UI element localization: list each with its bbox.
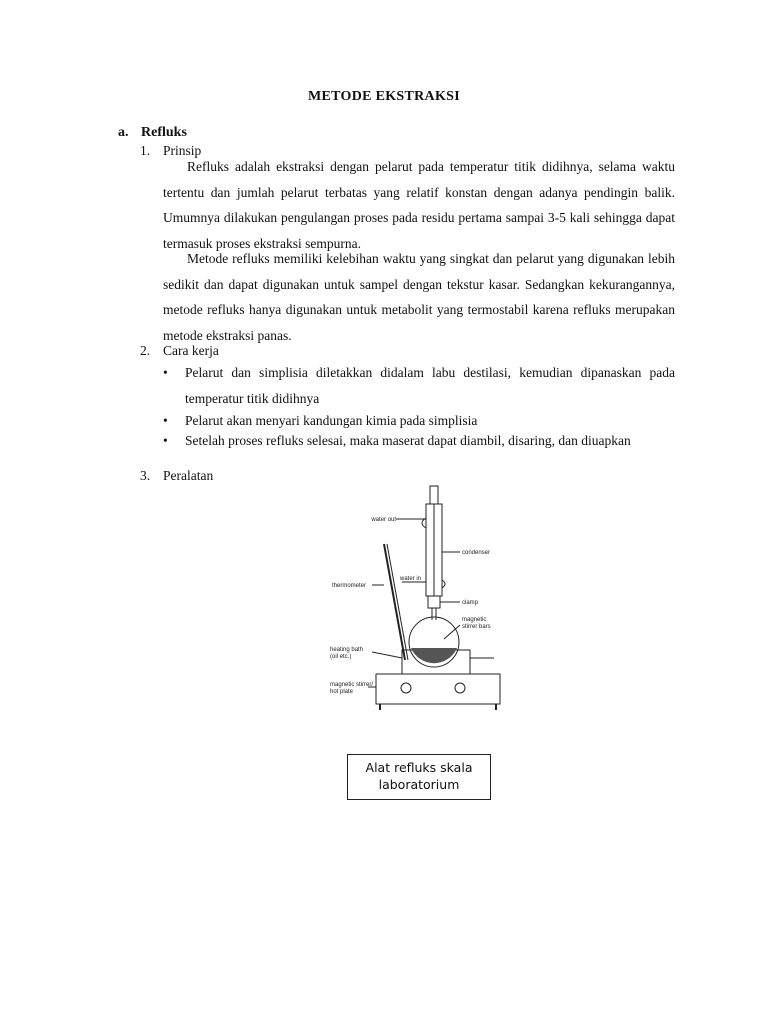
label-stirrer-bars-2: stirrer bars <box>462 624 491 630</box>
item-label-prinsip: Prinsip <box>163 143 202 158</box>
list-item <box>163 428 675 454</box>
caption-line-2: laboratorium <box>378 777 460 792</box>
label-stirrer-bars-1: magnetic <box>462 617 487 623</box>
item-number-peralatan: 3. <box>140 468 151 483</box>
bullet-icon: • <box>163 413 168 428</box>
bullet-icon: • <box>163 365 168 380</box>
label-clamp: clamp <box>462 600 479 606</box>
label-heating-bath-1: heating bath <box>330 647 364 653</box>
list-item-text: Pelarut dan simplisia diletakkan didalam labu destilasi, kemudian dipanaskan pada temperatur titik didihnya <box>185 365 675 406</box>
label-water-in: water in <box>400 576 422 582</box>
list-item-text: Setelah proses refluks selesai, maka maserat dapat diambil, disaring, dan diuapkan <box>185 433 631 448</box>
label-thermometer: thermometer <box>332 583 367 589</box>
label-water-out: water out <box>371 517 396 523</box>
list-item-text: Pelarut akan menyari kandungan kimia pada simplisia <box>185 413 478 428</box>
item-number-cara-kerja: 2. <box>140 343 151 358</box>
item-label-cara-kerja: Cara kerja <box>163 343 219 358</box>
prinsip-paragraph-1: Refluks adalah ekstraksi dengan pelarut pada temperatur titik didihnya, selama waktu tertentu dan jumlah pelarut terbatas yang relatif konstan dengan adanya pendingin balik. Umumnya dilakukan pengulangan proses pada residu pertama sampai 3-5 kali sehingga dapat termasuk proses ekstraksi sempurna. <box>163 159 675 251</box>
section-letter: a. <box>118 125 129 140</box>
label-hot-plate-2: hot plate <box>330 689 354 695</box>
label-hot-plate-1: magnetic stirrer/ <box>330 682 374 688</box>
reflux-apparatus-figure <box>310 480 510 716</box>
list-item <box>163 360 675 412</box>
cara-kerja-list <box>163 360 675 454</box>
label-heating-bath-2: (oil etc.) <box>330 654 352 660</box>
document-title: METODE EKSTRAKSI <box>308 89 460 104</box>
section-title: Refluks <box>141 125 187 140</box>
item-label-peralatan: Peralatan <box>163 468 214 483</box>
caption-line-1: Alat refluks skala <box>365 760 473 775</box>
bullet-icon: • <box>163 433 168 448</box>
prinsip-paragraph-2: Metode refluks memiliki kelebihan waktu yang singkat dan pelarut yang digunakan lebih sedikit dan dapat digunakan untuk sampel dengan tekstur kasar. Sedangkan kekurangannya, metode refluks hanya digunakan untuk metabolit yang termostabil karena refluks merupakan metode ekstraksi panas. <box>163 251 675 343</box>
figure-caption <box>347 754 491 800</box>
label-condenser: condenser <box>462 550 491 556</box>
item-number-prinsip: 1. <box>140 143 151 158</box>
